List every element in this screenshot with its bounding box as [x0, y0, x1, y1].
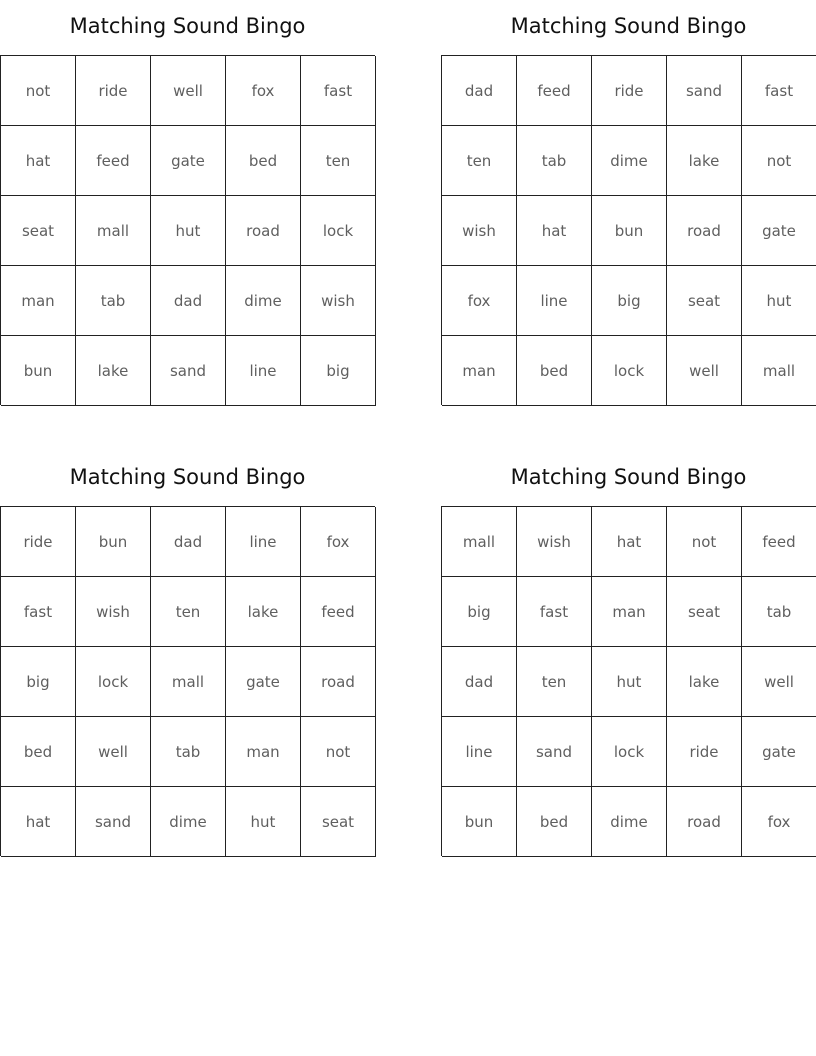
bingo-cell: feed	[742, 507, 816, 577]
bingo-card-1	[0, 10, 375, 405]
bingo-cell: hut	[742, 266, 816, 336]
bingo-cell: well	[151, 56, 226, 126]
bingo-cell: ride	[667, 717, 742, 787]
bingo-cell: ten	[151, 577, 226, 647]
bingo-cell: fox	[442, 266, 517, 336]
bingo-cell: seat	[301, 787, 376, 857]
bingo-cell: feed	[76, 126, 151, 196]
bingo-cell: dime	[592, 126, 667, 196]
bingo-cell: bed	[1, 717, 76, 787]
bingo-cell: lock	[592, 336, 667, 406]
bingo-cell: dime	[592, 787, 667, 857]
bingo-cell: bun	[76, 507, 151, 577]
bingo-grid	[441, 506, 816, 856]
bingo-cell: dad	[151, 507, 226, 577]
bingo-cell: big	[592, 266, 667, 336]
bingo-cell: dime	[151, 787, 226, 857]
bingo-cell: dime	[226, 266, 301, 336]
bingo-cell: not	[1, 56, 76, 126]
bingo-cell: hut	[226, 787, 301, 857]
bingo-cell: wish	[76, 577, 151, 647]
bingo-cell: dad	[442, 647, 517, 717]
bingo-cell: gate	[742, 717, 816, 787]
bingo-cell: hat	[1, 126, 76, 196]
bingo-cell: sand	[76, 787, 151, 857]
bingo-cell: mall	[76, 196, 151, 266]
card-title: Matching Sound Bingo	[510, 14, 747, 38]
bingo-cell: bun	[592, 196, 667, 266]
bingo-cell: hut	[592, 647, 667, 717]
bingo-cell: ride	[76, 56, 151, 126]
bingo-grid	[0, 506, 375, 856]
bingo-grid	[441, 55, 816, 405]
card-title: Matching Sound Bingo	[69, 14, 306, 38]
bingo-cell: tab	[76, 266, 151, 336]
bingo-cell: big	[442, 577, 517, 647]
bingo-cell: hat	[1, 787, 76, 857]
bingo-cell: road	[667, 196, 742, 266]
bingo-cell: ten	[442, 126, 517, 196]
bingo-cell: fast	[517, 577, 592, 647]
bingo-cell: man	[592, 577, 667, 647]
bingo-cell: not	[742, 126, 816, 196]
bingo-cell: road	[301, 647, 376, 717]
bingo-card-3	[0, 461, 375, 856]
bingo-cell: seat	[1, 196, 76, 266]
bingo-cell: line	[226, 507, 301, 577]
bingo-cell: sand	[151, 336, 226, 406]
bingo-cell: fox	[301, 507, 376, 577]
bingo-cell: wish	[301, 266, 376, 336]
bingo-cell: bed	[517, 336, 592, 406]
bingo-cell: sand	[667, 56, 742, 126]
bingo-cell: lake	[667, 647, 742, 717]
bingo-cell: big	[301, 336, 376, 406]
bingo-cell: dad	[442, 56, 517, 126]
bingo-card-4	[441, 461, 816, 856]
bingo-cell: ride	[1, 507, 76, 577]
bingo-cell: bed	[517, 787, 592, 857]
bingo-cell: lake	[667, 126, 742, 196]
bingo-cell: dad	[151, 266, 226, 336]
bingo-card-2	[441, 10, 816, 405]
bingo-cell: mall	[742, 336, 816, 406]
bingo-cell: man	[226, 717, 301, 787]
bingo-cell: hut	[151, 196, 226, 266]
bingo-cell: fast	[742, 56, 816, 126]
bingo-cell: bun	[1, 336, 76, 406]
bingo-cell: lock	[76, 647, 151, 717]
bingo-cell: big	[1, 647, 76, 717]
bingo-cell: tab	[517, 126, 592, 196]
bingo-cell: ride	[592, 56, 667, 126]
bingo-cell: mall	[442, 507, 517, 577]
bingo-cell: tab	[742, 577, 816, 647]
bingo-cell: feed	[517, 56, 592, 126]
bingo-cell: road	[667, 787, 742, 857]
bingo-cell: lock	[592, 717, 667, 787]
bingo-cell: bed	[226, 126, 301, 196]
bingo-cell: fast	[301, 56, 376, 126]
bingo-cell: ten	[517, 647, 592, 717]
card-title: Matching Sound Bingo	[510, 465, 747, 489]
bingo-cell: feed	[301, 577, 376, 647]
bingo-cell: not	[301, 717, 376, 787]
bingo-cell: line	[226, 336, 301, 406]
bingo-cell: ten	[301, 126, 376, 196]
bingo-cell: man	[442, 336, 517, 406]
bingo-cell: lock	[301, 196, 376, 266]
bingo-cell: sand	[517, 717, 592, 787]
bingo-cell: gate	[742, 196, 816, 266]
bingo-cell: bun	[442, 787, 517, 857]
bingo-cell: line	[517, 266, 592, 336]
bingo-cell: fox	[226, 56, 301, 126]
bingo-cell: tab	[151, 717, 226, 787]
bingo-cell: well	[667, 336, 742, 406]
bingo-cell: hat	[592, 507, 667, 577]
bingo-cell: hat	[517, 196, 592, 266]
bingo-grid	[0, 55, 375, 405]
bingo-cell: fox	[742, 787, 816, 857]
bingo-cell: well	[742, 647, 816, 717]
bingo-cell: gate	[151, 126, 226, 196]
bingo-cell: gate	[226, 647, 301, 717]
bingo-cell: not	[667, 507, 742, 577]
bingo-cell: lake	[226, 577, 301, 647]
bingo-cell: man	[1, 266, 76, 336]
bingo-cell: wish	[517, 507, 592, 577]
bingo-cell: mall	[151, 647, 226, 717]
bingo-cell: fast	[1, 577, 76, 647]
card-title: Matching Sound Bingo	[69, 465, 306, 489]
bingo-cell: seat	[667, 577, 742, 647]
bingo-cell: seat	[667, 266, 742, 336]
bingo-cell: well	[76, 717, 151, 787]
bingo-cell: road	[226, 196, 301, 266]
bingo-cell: lake	[76, 336, 151, 406]
bingo-cell: wish	[442, 196, 517, 266]
bingo-cell: line	[442, 717, 517, 787]
